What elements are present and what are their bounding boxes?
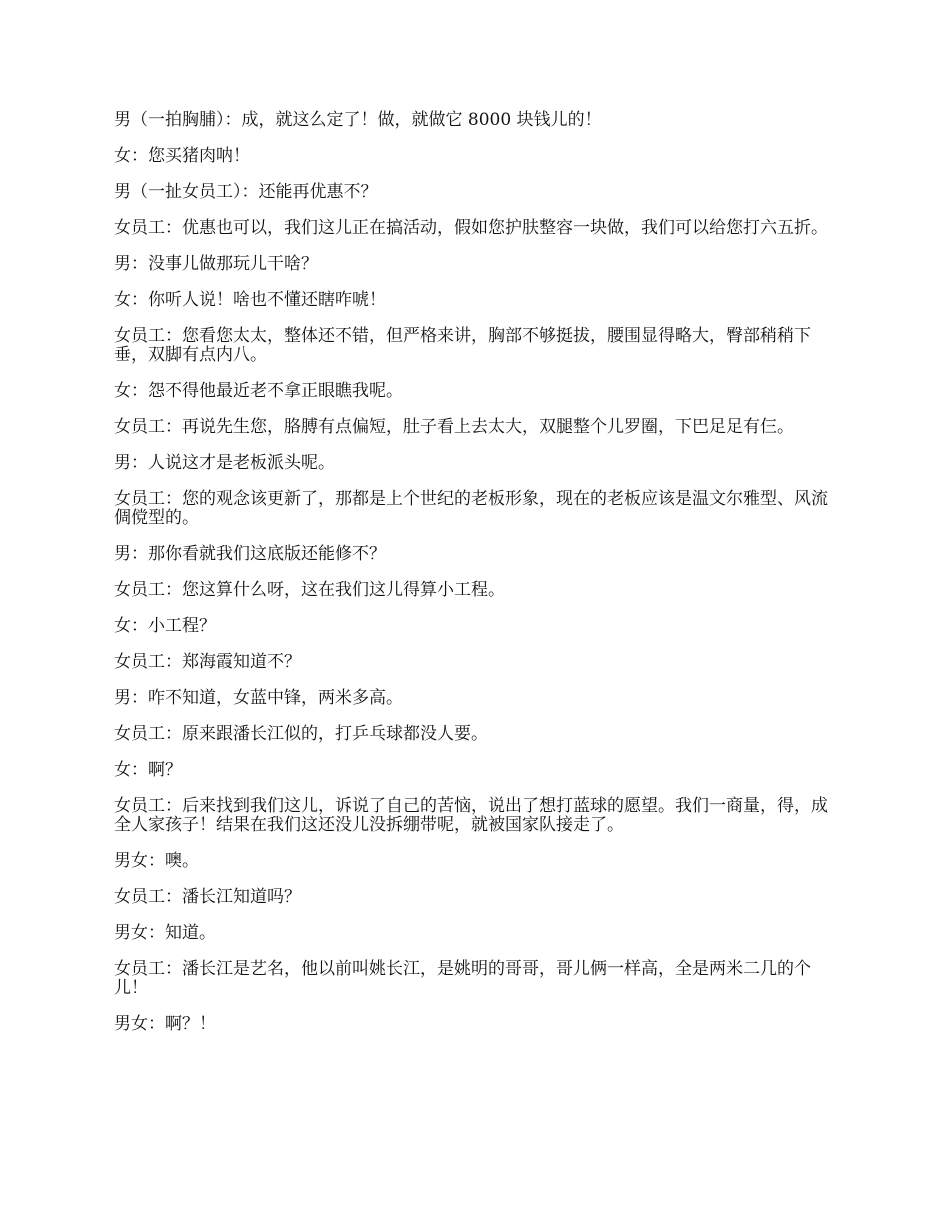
dialogue-line: 女：你听人说！啥也不懂还瞎咋唬！ xyxy=(114,290,386,310)
dialogue-line: 女员工：潘长江是艺名，他以前叫姚长江，是姚明的哥哥，哥儿俩一样高，全是两米二几的个儿！ xyxy=(114,959,811,998)
dialogue-line: 女员工：您看您太太，整体还不错，但严格来讲，胸部不够挺拔，腰围显得略大，臀部稍稍下垂，双脚有点内八。 xyxy=(114,326,811,365)
dialogue-line: 女员工：后来找到我们这儿，诉说了自己的苦恼，说出了想打蓝球的愿望。我们一商量，得，成全人家孩子！结果在我们这还没儿没拆绷带呢，就被国家队接走了。 xyxy=(114,796,828,835)
dialogue-line: 男：人说这才是老板派头呢。 xyxy=(114,453,335,473)
dialogue-line: 女员工：再说先生您，胳膊有点偏短，肚子看上去太大，双腿整个儿罗圈，下巴足足有仨。 xyxy=(114,417,794,437)
dialogue-line: 女员工：郑海霞知道不？ xyxy=(114,652,301,672)
dialogue-line: 男（一扯女员工）：还能再优惠不？ xyxy=(114,182,378,202)
dialogue-line: 男（一拍胸脯）：成，就这么定了！做，就做它 8000 块钱儿的！ xyxy=(114,110,602,130)
dialogue-line: 女员工：潘长江知道吗？ xyxy=(114,887,301,907)
dialogue-line: 女员工：您的观念该更新了，那都是上个世纪的老板形象，现在的老板应该是温文尔雅型、风流倜傥型的。 xyxy=(114,489,828,528)
document-body xyxy=(114,111,844,1051)
dialogue-line: 女：您买猪肉呐！ xyxy=(114,146,250,166)
dialogue-line: 男女：噢。 xyxy=(114,851,199,871)
dialogue-line: 女：怨不得他最近老不拿正眼瞧我呢。 xyxy=(114,381,403,401)
dialogue-line: 男：咋不知道，女蓝中锋，两米多高。 xyxy=(114,688,403,708)
dialogue-line: 女员工：优惠也可以，我们这儿正在搞活动，假如您护肤整容一块做，我们可以给您打六五折。 xyxy=(114,218,828,238)
dialogue-line: 男女：啊？！ xyxy=(114,1014,216,1034)
dialogue-line: 女员工：原来跟潘长江似的，打乒乓球都没人要。 xyxy=(114,724,488,744)
dialogue-line: 女员工：您这算什么呀，这在我们这儿得算小工程。 xyxy=(114,580,505,600)
dialogue-line: 男女：知道。 xyxy=(114,923,216,943)
dialogue-line: 男：那你看就我们这底版还能修不？ xyxy=(114,544,386,564)
dialogue-line: 女：小工程？ xyxy=(114,616,216,636)
dialogue-line: 女：啊？ xyxy=(114,760,182,780)
dialogue-line: 男：没事儿做那玩儿干啥？ xyxy=(114,254,318,274)
